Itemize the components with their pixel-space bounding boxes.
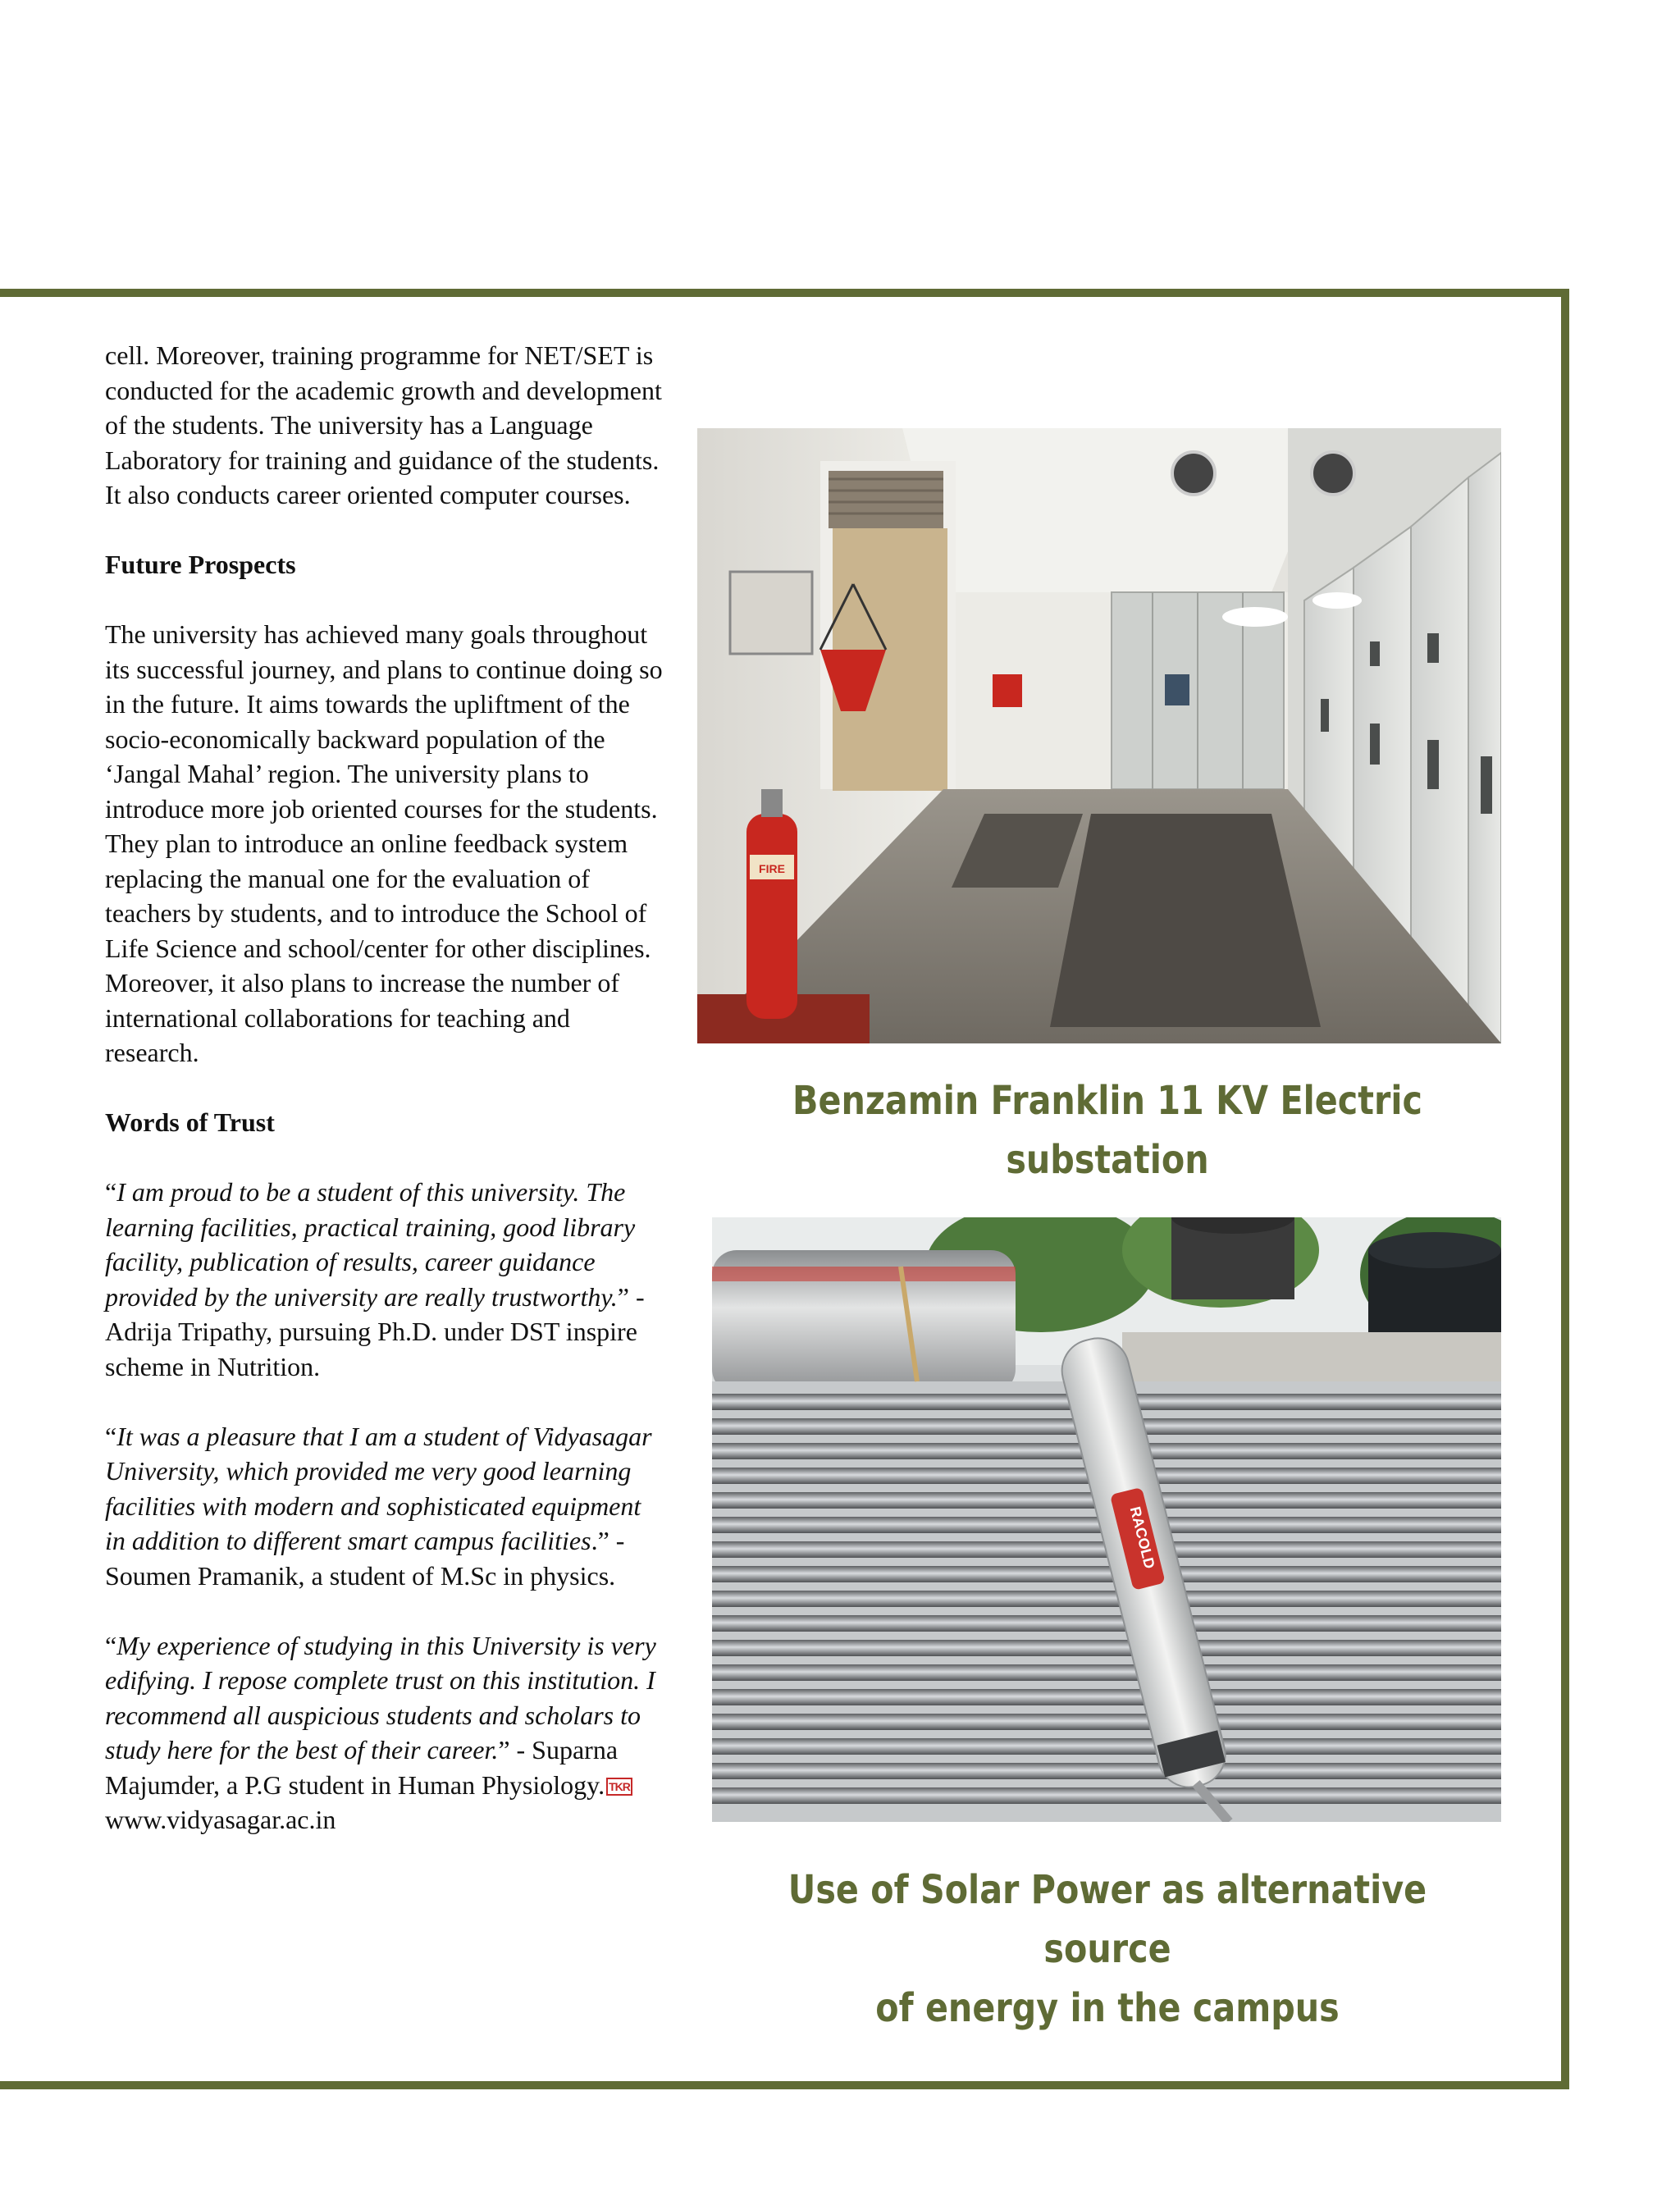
testimonial <box>105 1628 663 1803</box>
open-quote: “ <box>105 1177 117 1207</box>
testimonial-quote: It was a pleasure that I am a student of Vidyasagar University, which provided me very good learning facilities with modern and sophisticated equipment in addition to different smart campus facilities <box>105 1421 652 1555</box>
words-of-trust-heading: Words of Trust <box>105 1107 275 1137</box>
open-quote: “ <box>105 1421 117 1451</box>
solar-caption-line-1: Use of Solar Power as alternative source <box>788 1867 1427 1972</box>
testimonial <box>105 1419 663 1594</box>
testimonial <box>105 1175 663 1384</box>
solar-illustration <box>712 1217 1501 1822</box>
testimonial-attribution: - Soumen Pramanik, a student of M.Sc in physics. <box>105 1526 625 1591</box>
tank-brand-label: RACOLD <box>1126 1504 1158 1571</box>
solar-caption <box>755 1860 1460 2038</box>
testimonial-attribution: - Suparna Majumder, a P.G student in Human Physiology. <box>105 1735 619 1800</box>
close-quote: .” <box>591 1526 609 1555</box>
tkr-logo-icon: TKR <box>606 1778 632 1796</box>
open-quote: “ <box>105 1630 117 1660</box>
testimonial-quote: I am proud to be a student of this university. The learning facilities, practical training, good library facility, publication of results, career guidance provided by the university are really trustworthy. <box>105 1177 636 1312</box>
article-body <box>105 338 663 1838</box>
testimonial-attribution: - Adrija Tripathy, pursuing Ph.D. under DST inspire scheme in Nutrition. <box>105 1281 645 1381</box>
testimonial-quote: My experience of studying in this University is very edifying. I repose complete trust on this institution. I recommend all auspicious students and scholars to study here for the best of their career. <box>105 1630 656 1764</box>
solar-photo <box>712 1217 1501 1822</box>
intro-paragraph: cell. Moreover, training programme for NET/SET is conducted for the academic growth and development of the students. The university has a Language Laboratory for training and guidance of the students. It also conducts career oriented computer courses. <box>105 340 662 509</box>
website-url: www.vidyasagar.ac.in <box>105 1805 336 1834</box>
substation-photo <box>697 428 1501 1043</box>
extinguisher-label: FIRE <box>759 862 785 875</box>
future-prospects-paragraph: The university has achieved many goals throughout its successful journey, and plans to continue doing so in the future. It aims towards the upliftment of the socio-economically backward population of the ‘Jangal Mahal’ region. The university plans to introduce more job oriented courses for the students. They plan to introduce an online feedback system replacing the manual one for the evaluation of teachers by students, and to introduce the School of Life Science and school/center for other disciplines. Moreover, it also plans to increase the number of international collaborations for teaching and research. <box>105 619 663 1067</box>
future-prospects-heading: Future Prospects <box>105 550 296 579</box>
substation-caption: Benzamin Franklin 11 KV Electric substation <box>792 1078 1422 1183</box>
close-quote: ” <box>498 1735 510 1764</box>
close-quote: ” <box>617 1281 629 1312</box>
substation-illustration <box>697 428 1501 1043</box>
solar-caption-line-2: of energy in the campus <box>875 1985 1340 2031</box>
